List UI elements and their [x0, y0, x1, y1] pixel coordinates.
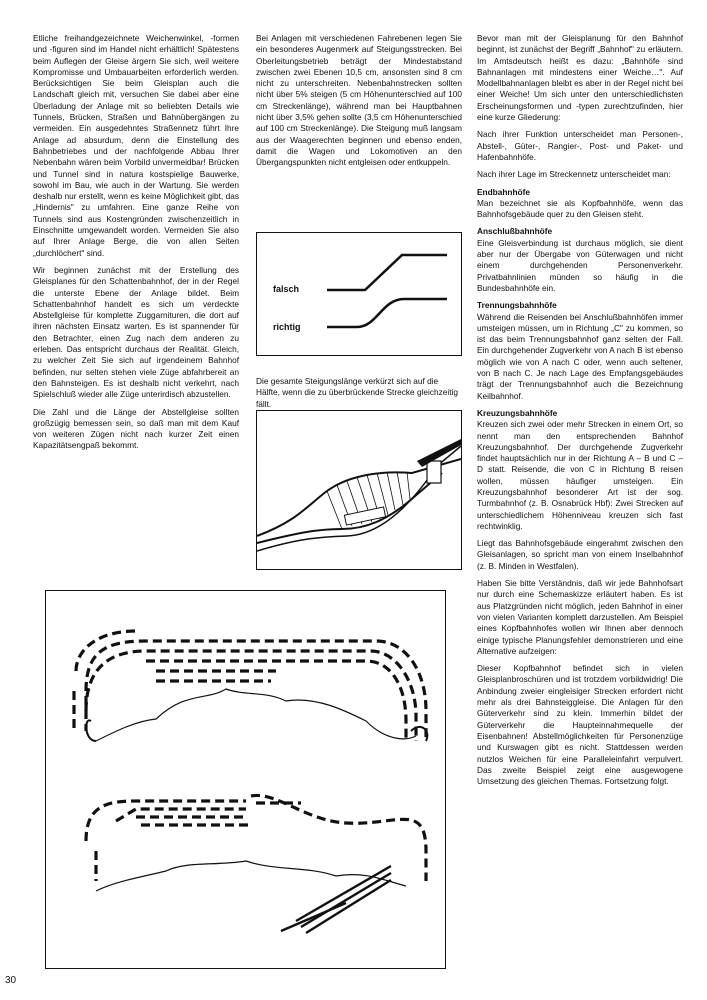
paragraph: Etliche freihandgezeichnete Weichenwinkel, -formen und -figuren sind im Handel nicht erhältlich! Spätestens beim Auflegen der Gleise ärgern Sie sich, weil weitere Kompromisse und Umbauarbeiten erforderlich werden. Berücksichtigen Sie beim Gleisplan auch die Landschaft gleich mit, versuchen Sie dabei aber eine Überladung der Anlage mit so beliebten Details wie Tunnels, Brücken, Straßen und Bahnübergängen zu vermeiden. Ein ausgedehntes Straßennetz führt Ihre Anlage ad absurdum, denn die Einstellung des Bahnbetriebes und der nachfolgende Abbau Ihrer Nebenbahn wären beim Vorbild unvermeidbar! Brücken und Tunnel sind in natura kostspielige Bauwerke, sowohl im Bau, wie auch in der Wartung. Sie werden deshalb nur erstellt, wenn es keine Möglichkeit gibt, das „Hindernis" zu umfahren. Eine ganze Reihe von Tunnels sind aus Kostengründen zwischenzeitlich in Einschnitte umgewandelt worden. Vermeiden Sie also auf Ihrer Anlage Berge, die von allen Seiten „durchlöchert" sind.	[33, 33, 239, 258]
slope-figure	[256, 232, 462, 356]
paragraph: Während die Reisenden bei Anschlußbahnhöfen immer umsteigen müssen, um in Richtung „C" zu kommen, so ist das beim Trennungsbahnhof ganz selten der Fall. Ein durchgehender Zugverkehr von A nach B ist ebenso möglich wie von A nach C oder, wenn auch seltener, von B nach C. Je nach Lage des Empfangsgebäudes trägt der Trennungsbahnhof auch die Bezeichnung Keilbahnhof.	[477, 311, 683, 401]
text-column-1	[33, 33, 239, 458]
section-heading: Anschlußbahnhöfe	[477, 226, 553, 237]
paragraph: Bei Anlagen mit verschiedenen Fahrebenen legen Sie ein besonderes Augenmerk auf Steigungsstrecken. Bei Oberleitungsbetrieb beträgt der Mindestabstand zwischen zwei Ebenen 10,5 cm, ansonsten sind 8 cm nicht zu unterschreiten. Nebenbahnstrecken sollten nicht über 5% steigen (5 cm Höhenunterschied auf 100 cm Streckenlänge), während man bei Hauptbahnen nicht über 3,5% gehen sollte (3,5 cm Höhenunterschied auf 100 cm Streckenlänge). Die Steigung muß langsam aus der Waagerechten beginnen und ebenso enden, damit die Wagen und Lokomotiven an den Übergangspunkten nicht entgleisen oder entkuppeln.	[256, 33, 462, 168]
paragraph: Dieser Kopfbahnhof befindet sich in vielen Gleisplanbroschüren und ist trotzdem vorbildwidrig! Die Anbindung zweier eingleisiger Strecken erfordert nicht mehr als drei Bahnsteiggleise. Die Anlagen für den Güterverkehr sind zu klein. Immerhin bildet der Güterverkehr die Haupteinnahmequelle der Eisenbahnen! Abstellmöglichkeiten für Personenzüge und Kurswagen gibt es nicht. Stattdessen werden nutzlos Weichen für eine Paralleleinfahrt verpulvert. Das zweite Beispiel zeigt eine ausgewogene Umsetzung des gleichen Themas. Fortsetzung folgt.	[477, 663, 683, 787]
ramp-figure	[256, 410, 462, 570]
ramp-drawing	[257, 411, 461, 569]
label-right: richtig	[273, 322, 301, 332]
section-heading: Trennungsbahnhöfe	[477, 300, 557, 311]
text-column-3	[477, 33, 683, 793]
paragraph: Eine Gleisverbindung ist durchaus möglich, sie dient aber nur der Übergabe von Güterwagen und nicht einem durchgehenden Personenverkehr. Privatbahnlinien münden so häufig in die Bundesbahnhöfe ein.	[477, 237, 683, 293]
text-column-2	[256, 33, 462, 175]
figure-caption: Die gesamte Steigungslänge verkürzt sich auf die Hälfte, wenn die zu überbrückende Strecke gleichzeitig fällt.	[256, 376, 459, 409]
label-wrong: falsch	[273, 284, 300, 294]
slope-drawing	[257, 233, 461, 355]
paragraph: Wir beginnen zunächst mit der Erstellung des Gleisplanes für den Schattenbahnhof, der in der Regel die unterste Ebene der Anlage bildet. Beim Schattenbahnhof handelt es sich um verdeckte Abstellgleise für komplette Zuggarnituren, die dort auf ihren nächsten Einsatz warten. Es ist spannender für den Betrachter, einen Zug nach dem anderen zu erleben. Das entspricht durchaus der Realität. Gleich, zu welcher Zeit Sie sich auf irgendeinem Bahnhof befinden, nur selten stehen viele Züge abfahrbereit an den Bahnsteigen. Es ist deshalb nicht verkehrt, nach Spielschluß wieder alle Züge unterirdisch abzustellen.	[33, 264, 239, 400]
paragraph: Kreuzen sich zwei oder mehr Strecken in einem Ort, so nennt man den entsprechenden Bahnhof Kreuzungsbahnhof. Der durchgehende Zugverkehr findet hauptsächlich nur in der Richtung A – B und C – D statt. Reisende, die von C in Richtung B reisen wollen, müssen häufiger umsteigen. Ein Kreuzungsbahnhof besonderer Art ist der sog. Turmbahnhof (z. B. Osnabrück Hbf): Zwei Strecken auf unterschiedlichem Höhenniveau kreuzen sich fast rechtwinklig.	[477, 419, 683, 531]
section-heading: Endbahnhöfe	[477, 186, 531, 197]
paragraph: Nach ihrer Funktion unterscheidet man Personen-, Abstell-, Güter-, Rangier-, Post- und Paket- und Hafenbahnhöfe.	[477, 129, 683, 162]
paragraph: Man bezeichnet sie als Kopfbahnhöfe, wenn das Bahnhofsgebäude quer zu den Gleisen steht.	[477, 197, 683, 220]
track-plan-figure	[45, 590, 446, 969]
page-number: 30	[5, 975, 17, 986]
section-heading: Kreuzungsbahnhöfe	[477, 407, 558, 418]
paragraph: Haben Sie bitte Verständnis, daß wir jede Bahnhofsart nur durch eine Schemaskizze erläutert haben. Es ist aus Platzgründen nicht möglich, jeden Bahnhof in einer von vielen Varianten komplett darzustellen. Am Beispiel eines Kopfbahnhofes wollen wir Ihnen aber dennoch einige typische Planungsfehler demonstrieren und eine Alternative aufzeigen:	[477, 578, 683, 656]
paragraph: Liegt das Bahnhofsgebäude eingerahmt zwischen den Gleisanlagen, so spricht man von einem Inselbahnhof (z. B. Minden in Westfalen).	[477, 538, 683, 571]
paragraph: Die Zahl und die Länge der Abstellgleise sollten großzügig bemessen sein, so daß man mit dem Kauf von weiteren Zügen nicht nach kurzer Zeit einen Kapazitätsengpaß bekommt.	[33, 406, 239, 451]
paragraph: Nach ihrer Lage im Streckennetz unterscheidet man:	[477, 169, 671, 180]
track-plan-drawing	[46, 591, 445, 968]
paragraph: Bevor man mit der Gleisplanung für den Bahnhof beginnt, ist zunächst der Begriff „Bahnhof" zu erläutern. Im Amtsdeutsch heißt es dazu: „Bahnhöfe sind Bahnanlagen mit mindestens einer Weiche…". Auf Modellbahnanlagen bleibt es aber in der Regel nicht bei einer Weiche! Um sich unter den unterschiedlichsten Erscheinungsformen und -typen zurechtzufinden, hier eine kurze Gliederung:	[477, 33, 683, 123]
